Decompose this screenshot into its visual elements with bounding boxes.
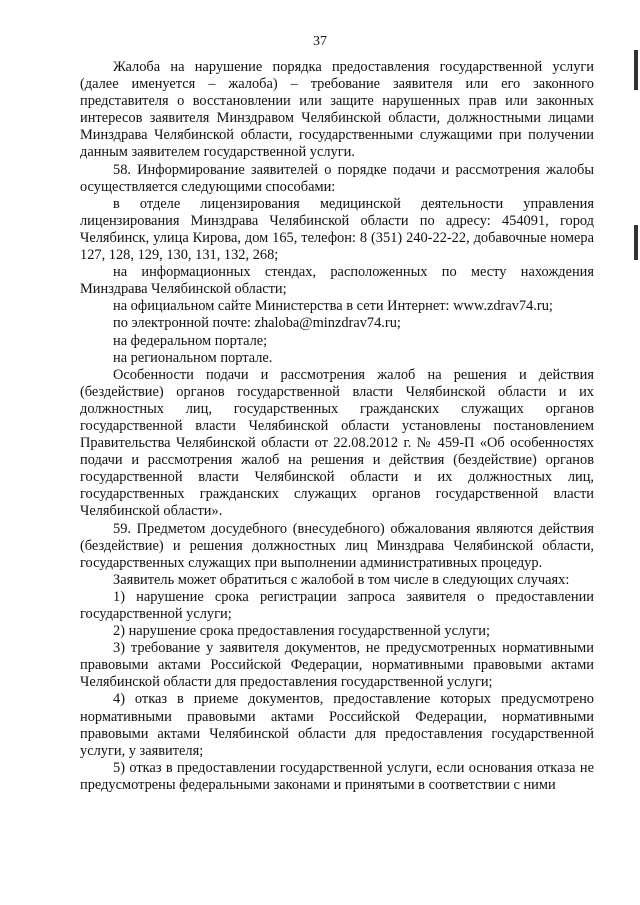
document-body [80,59,594,794]
paragraph: 59. Предметом досудебного (внесудебного) обжалования являются действия (бездействие) и решения должностных лиц Минздрава Челябинской области, государственных служащих при выполнении административных процедур. [80,520,594,571]
paragraph: по электронной почте: zhaloba@minzdrav74.ru; [113,315,401,332]
page-number: 37 [313,34,327,49]
paragraph: в отделе лицензирования медицинской деятельности управления лицензирования Минздрава Челябинской области по адресу: 454091, город Челябинск, улица Кирова, дом 165, телефон: 8 (351) 240-22-22, добавочные номера 127, 128, 129, 130, 131, 132, 268; [80,195,594,264]
paragraph: на официальном сайте Министерства в сети Интернет: www.zdrav74.ru; [113,298,553,315]
scan-edge-mark [634,225,638,260]
paragraph: на федеральном портале; [113,332,268,349]
paragraph: Особенности подачи и рассмотрения жалоб на решения и действия (бездействие) органов государственной власти Челябинской области и их должностных лиц, государственных гражданских служащих органов государственной власти Челябинской области установлены постановлением Правительства Челябинской области от 22.08.2012 г. № 459-П «Об особенностях подачи и рассмотрения жалоб на решения и действия (бездействие) органов государственной власти Челябинской области и их должностных лиц, государственных гражданских служащих органов государственной власти Челябинской области». [80,366,594,520]
paragraph: 2) нарушение срока предоставления государственной услуги; [113,623,490,640]
paragraph: 4) отказ в приеме документов, предоставление которых предусмотрено нормативными правовыми актами Российской Федерации, нормативными правовыми актами Челябинской области для предоставления государственной услуги, у заявителя; [80,691,594,759]
paragraph: на информационных стендах, расположенных по месту нахождения Минздрава Челябинской области; [80,264,594,298]
paragraph: 58. Информирование заявителей о порядке подачи и рассмотрения жалобы осуществляется следующими способами: [80,161,594,195]
paragraph: 3) требование у заявителя документов, не предусмотренных нормативными правовыми актами Российской Федерации, нормативными правовыми актами Челябинской области для предоставления государственной услуги; [80,640,594,691]
paragraph: на региональном портале. [113,349,273,366]
paragraph: 1) нарушение срока регистрации запроса заявителя о предоставлении государственной услуги; [80,588,594,622]
scan-edge-mark [634,50,638,90]
paragraph: Заявитель может обратиться с жалобой в том числе в следующих случаях: [113,571,570,588]
paragraph: Жалоба на нарушение порядка предоставления государственной услуги (далее именуется – жалоба) – требование заявителя или его законного представителя о восстановлении или защите нарушенных прав или законных интересов заявителя Минздравом Челябинской области, должностными лицами Минздрава Челябинской области, государственными служащими при получении данным заявителем государственной услуги. [80,59,594,161]
paragraph: 5) отказ в предоставлении государственной услуги, если основания отказа не предусмотрены федеральными законами и принятыми в соответствии с ними [80,759,594,793]
